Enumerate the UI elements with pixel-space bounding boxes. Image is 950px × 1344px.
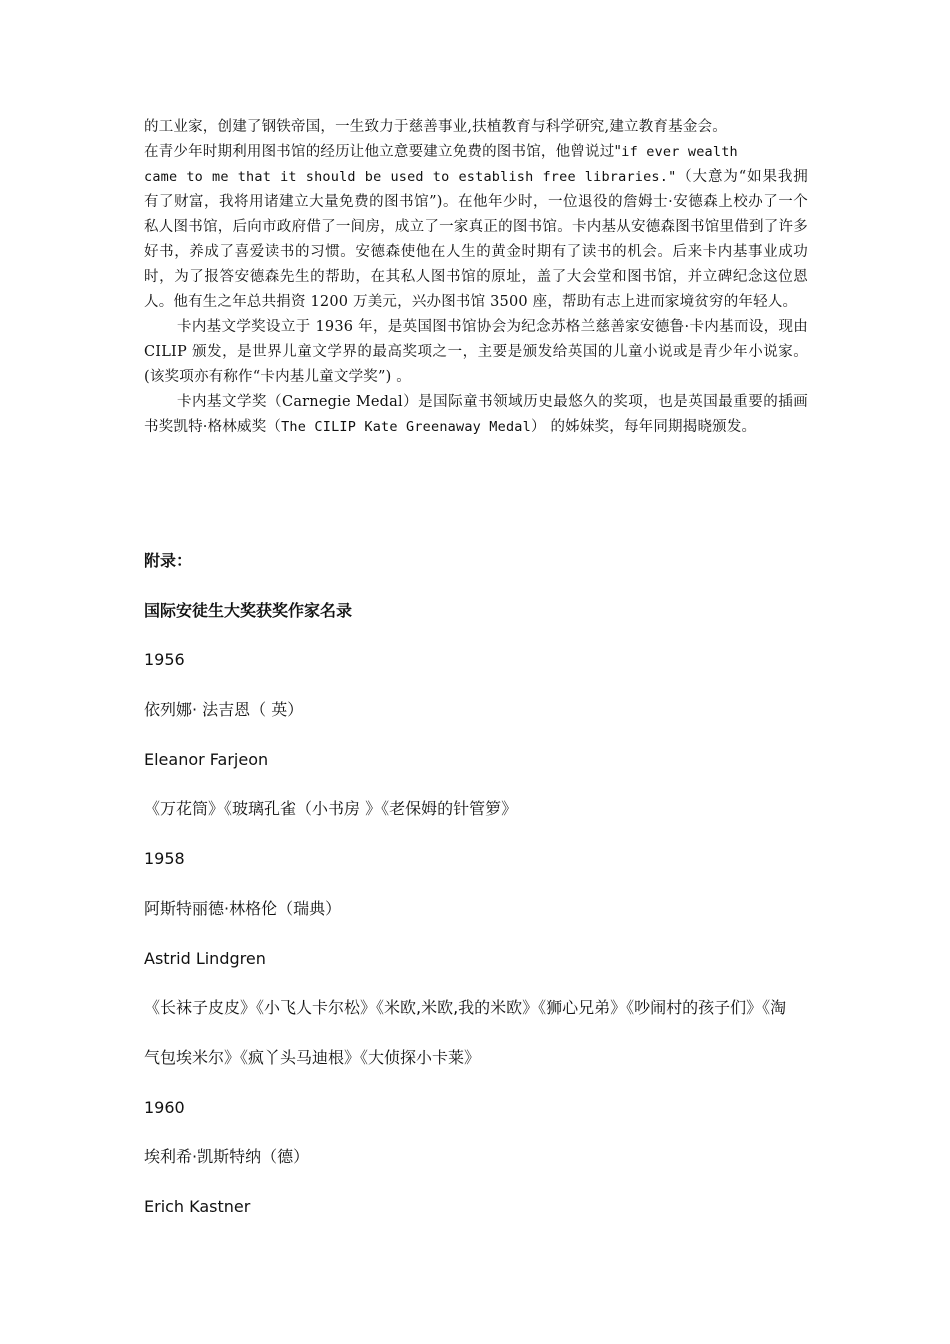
text-line: 卡内基文学奖（Carnegie Medal）是国际童书领域历史最悠久的奖项，也是英国最重要的插画书奖凯特·格林威奖（ xyxy=(144,394,808,435)
text-line: ） 的姊妹奖，每年同期揭晓颁发。 xyxy=(530,419,757,435)
paragraph-carnegie-award: 卡内基文学奖设立于 1936 年，是英国图书馆协会为纪念苏格兰慈善家安德鲁·卡内基而设，现由 CILIP 颁发，是世界儿童文学界的最高奖项之一，主要是颁发给英国的儿童小说或是青少年小说家。(该奖项亦有称作“卡内基儿童文学奖”) 。 xyxy=(144,319,808,385)
text-line: 的工业家，创建了钢铁帝国，一生致力于慈善事业,扶植教育与科学研究,建立教育基金会。 xyxy=(144,119,727,135)
english-quote: if ever wealth xyxy=(621,144,738,160)
author-name-en: Eleanor Farjeon xyxy=(144,749,269,769)
author-name-cn: 阿斯特丽德·林格伦（瑞典） xyxy=(144,898,342,918)
award-year: 1960 xyxy=(144,1097,185,1117)
english-award-name: The CILIP Kate Greenaway Medal xyxy=(281,419,531,435)
appendix-section xyxy=(144,548,808,1244)
award-year: 1958 xyxy=(144,849,185,869)
paragraph-carnegie-bio xyxy=(144,115,808,315)
award-year: 1956 xyxy=(144,650,185,670)
author-works-continued: 气包埃米尔》《疯丫头马迪根》《大侦探小卡莱》 xyxy=(144,1047,481,1067)
author-works: 《万花筒》《玻璃孔雀（小书房 》《老保姆的针管箩》 xyxy=(144,799,518,819)
author-name-cn: 埃利希·凯斯特纳（德） xyxy=(144,1147,310,1167)
appendix-subheading: 国际安徒生大奖获奖作家名录 xyxy=(144,600,353,620)
english-quote: came to me that it should be used to establish free libraries." xyxy=(144,169,677,185)
paragraph-carnegie-medal xyxy=(144,390,808,440)
author-works: 《长袜子皮皮》《小飞人卡尔松》《米欧,米欧,我的米欧》《狮心兄弟》《吵闹村的孩子们》《淘 xyxy=(144,998,787,1018)
text-line: （大意为“如果我拥有了财富，我将用诸建立大量免费的图书馆”)。在他年少时，一位退役的詹姆士·安德森上校办了一个私人图书馆，后向市政府借了一间房，成立了一家真正的图书馆。卡内基从安德森图书馆里借到了许多好书，养成了喜爱读书的习惯。安德森使他在人生的黄金时期有了读书的机会。后来卡内基事业成功时，为了报答安德森先生的帮助，在其私人图书馆的原址，盖了大会堂和图书馆，并立碑纪念这位恩人。他有生之年总共捐资 1200 万美元，兴办图书馆 3500 座，帮助有志上进而家境贫穷的年轻人。 xyxy=(144,169,808,310)
author-name-cn: 依列娜· 法吉恩（ 英） xyxy=(144,700,304,720)
author-name-en: Erich Kastner xyxy=(144,1196,251,1216)
appendix-heading: 附录： xyxy=(144,551,193,570)
text-line: 在青少年时期利用图书馆的经历让他立意要建立免费的图书馆，他曾说过" xyxy=(144,144,622,160)
author-name-en: Astrid Lindgren xyxy=(144,948,266,968)
body-text xyxy=(144,115,808,440)
